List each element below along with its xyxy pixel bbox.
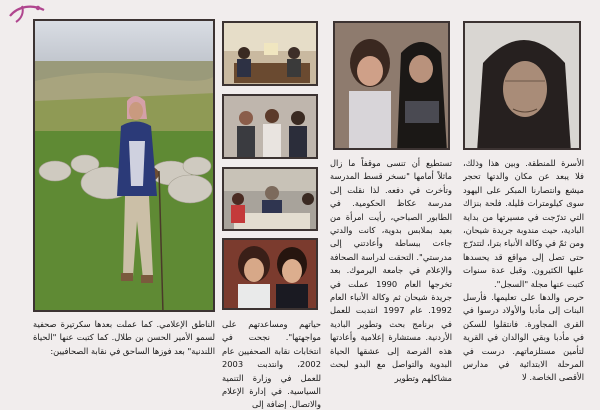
elderly-woman-portrait bbox=[463, 21, 581, 150]
article-column-middle: تستطيع أن تنسى موقفاً ما زال ماثلاً أمامها "نسخر قسط المدرسة وتأخرت في دفعه. لذا نقلت إلى مدرسة عكاظ الحكومية. في الطابور الصباحي، رأيت امرأة من بعيد بملابس بدوية، كانت والدتي جاءت ببساطة وأعادتني إلى مدرستي". التحقت لدراسة الصحافة والإعلام في جامعة اليرموك. بعد تخرجها العام 1990 عملت في جريدة شيحان ثم وكالة الأنباء العام 1992. عام 1997 انتدبت للعمل في برنامج بحث وتطوير البادية الأردنية. مستشارة إعلامية وأعادتها هذه الفرصة إلى عشقها الحياة البدوية والتواصل مع البدو لبحث مشاكلهم وتطوير bbox=[330, 158, 452, 383]
article-column-right-top: الأسرة للمنطقة. وبين هذا وذلك، فلا يبعد عن مكان والدتها تحجر ميشع وانتصارنا المبكر على اليهود سوى كيلومترات قليلة. فلحة بنزاك التي تدرّجت في مسيرتها من بداية البادية، حيث مندوبة جريدة شيحان، ومن ثمّ في وكالة الأنباء بترا، لتتدرّج حتى تصل إلى مواقع قد يحسدها عليها الكثيرون. وقبل عدة سنوات كتبت عنها مجلة "السجل". bbox=[463, 158, 584, 289]
group-photo bbox=[222, 94, 318, 159]
woman-with-sheep-photo bbox=[33, 19, 215, 312]
article-column-bottom-center: حياتهم ومساعدتهم على مواجهتها". نجحت في انتخابات نقابة الصحفيين عام 2002، وانتدبت 2003 للعمل في وزارة التنمية السياسية. في إدارة الإعلام والاتصال. إضافة إلى bbox=[222, 319, 321, 410]
meeting-table-photo bbox=[222, 21, 318, 86]
article-column-right-bottom: حرص والدها على تعليمها. فأرسل البنات إلى مأدبا والأولاد درسوا في القرى المجاورة. فانتقلوا للسكن في مأدبا وبقي الوالدان في القرية لتأمين مستلزماتهم. درست في المرحلة الابتدائية في مدارس الأقصى الخاصة. لا bbox=[463, 292, 584, 383]
article-column-bottom-left: الناطق الإعلامي. كما عملت بعدها سكرتيرة صحفية لسمو الأمير الحسن بن طلال. كما كتبت عنها "الحياة اللندنية" بعد فوزها الساحق في نقابة الصحافيين: bbox=[33, 319, 215, 356]
woman-and-mother-photo bbox=[333, 21, 450, 150]
two-women-portrait bbox=[222, 238, 318, 310]
office-desk-photo bbox=[222, 167, 318, 231]
